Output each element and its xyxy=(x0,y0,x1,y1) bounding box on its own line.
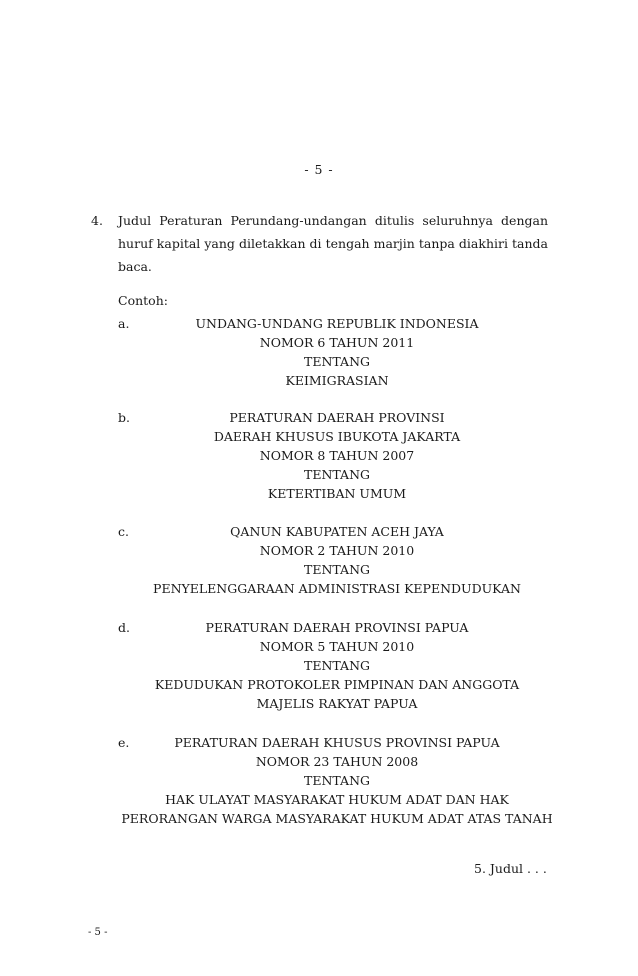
example-a-line: KEIMIGRASIAN xyxy=(285,373,389,388)
example-letter-b: b. xyxy=(118,410,130,425)
example-c-line: NOMOR 2 TAHUN 2010 xyxy=(259,543,415,558)
example-letter-a: a. xyxy=(118,316,130,331)
example-d-line: PERATURAN DAERAH PROVINSI PAPUA xyxy=(205,620,469,635)
footer-page-number: - 5 - xyxy=(88,927,108,938)
example-e-line: HAK ULAYAT MASYARAKAT HUKUM ADAT DAN HAK xyxy=(165,792,509,807)
example-label: Contoh: xyxy=(118,293,168,308)
example-a-line: UNDANG-UNDANG REPUBLIK INDONESIA xyxy=(195,316,479,331)
example-b-line: PERATURAN DAERAH PROVINSI xyxy=(229,410,445,425)
example-c-line: QANUN KABUPATEN ACEH JAYA xyxy=(230,524,444,539)
item-number: 4. xyxy=(91,213,103,228)
example-d-line: TENTANG xyxy=(303,658,370,673)
example-e-line: TENTANG xyxy=(303,773,370,788)
example-e-line: NOMOR 23 TAHUN 2008 xyxy=(255,754,419,769)
example-e-line: PERORANGAN WARGA MASYARAKAT HUKUM ADAT ATAS TANAH xyxy=(121,811,553,826)
page-number: - 5 - xyxy=(304,162,334,177)
example-c-line: TENTANG xyxy=(303,562,370,577)
paragraph-line: Judul Peraturan Perundang-undangan ditulis seluruhnya dengan xyxy=(118,213,548,228)
example-letter-d: d. xyxy=(118,620,130,635)
example-d-line: MAJELIS RAKYAT PAPUA xyxy=(256,696,418,711)
example-b-line: TENTANG xyxy=(303,467,370,482)
paragraph-line: huruf kapital yang diletakkan di tengah marjin tanpa diakhiri tanda xyxy=(118,236,548,251)
example-letter-e: e. xyxy=(118,735,130,750)
example-b-line: NOMOR 8 TAHUN 2007 xyxy=(259,448,415,463)
example-b-line: KETERTIBAN UMUM xyxy=(267,486,407,501)
example-a-line: NOMOR 6 TAHUN 2011 xyxy=(259,335,415,350)
example-e-line: PERATURAN DAERAH KHUSUS PROVINSI PAPUA xyxy=(174,735,500,750)
example-d-line: NOMOR 5 TAHUN 2010 xyxy=(259,639,415,654)
item-paragraph xyxy=(118,209,548,278)
continuation-marker: 5. Judul . . . xyxy=(474,861,547,876)
example-letter-c: c. xyxy=(118,524,129,539)
example-d-line: KEDUDUKAN PROTOKOLER PIMPINAN DAN ANGGOTA xyxy=(154,677,520,692)
example-a-line: TENTANG xyxy=(303,354,370,369)
example-b-line: DAERAH KHUSUS IBUKOTA JAKARTA xyxy=(213,429,461,444)
paragraph-line: baca. xyxy=(118,259,152,274)
example-c-line: PENYELENGGARAAN ADMINISTRASI KEPENDUDUKAN xyxy=(153,581,521,596)
